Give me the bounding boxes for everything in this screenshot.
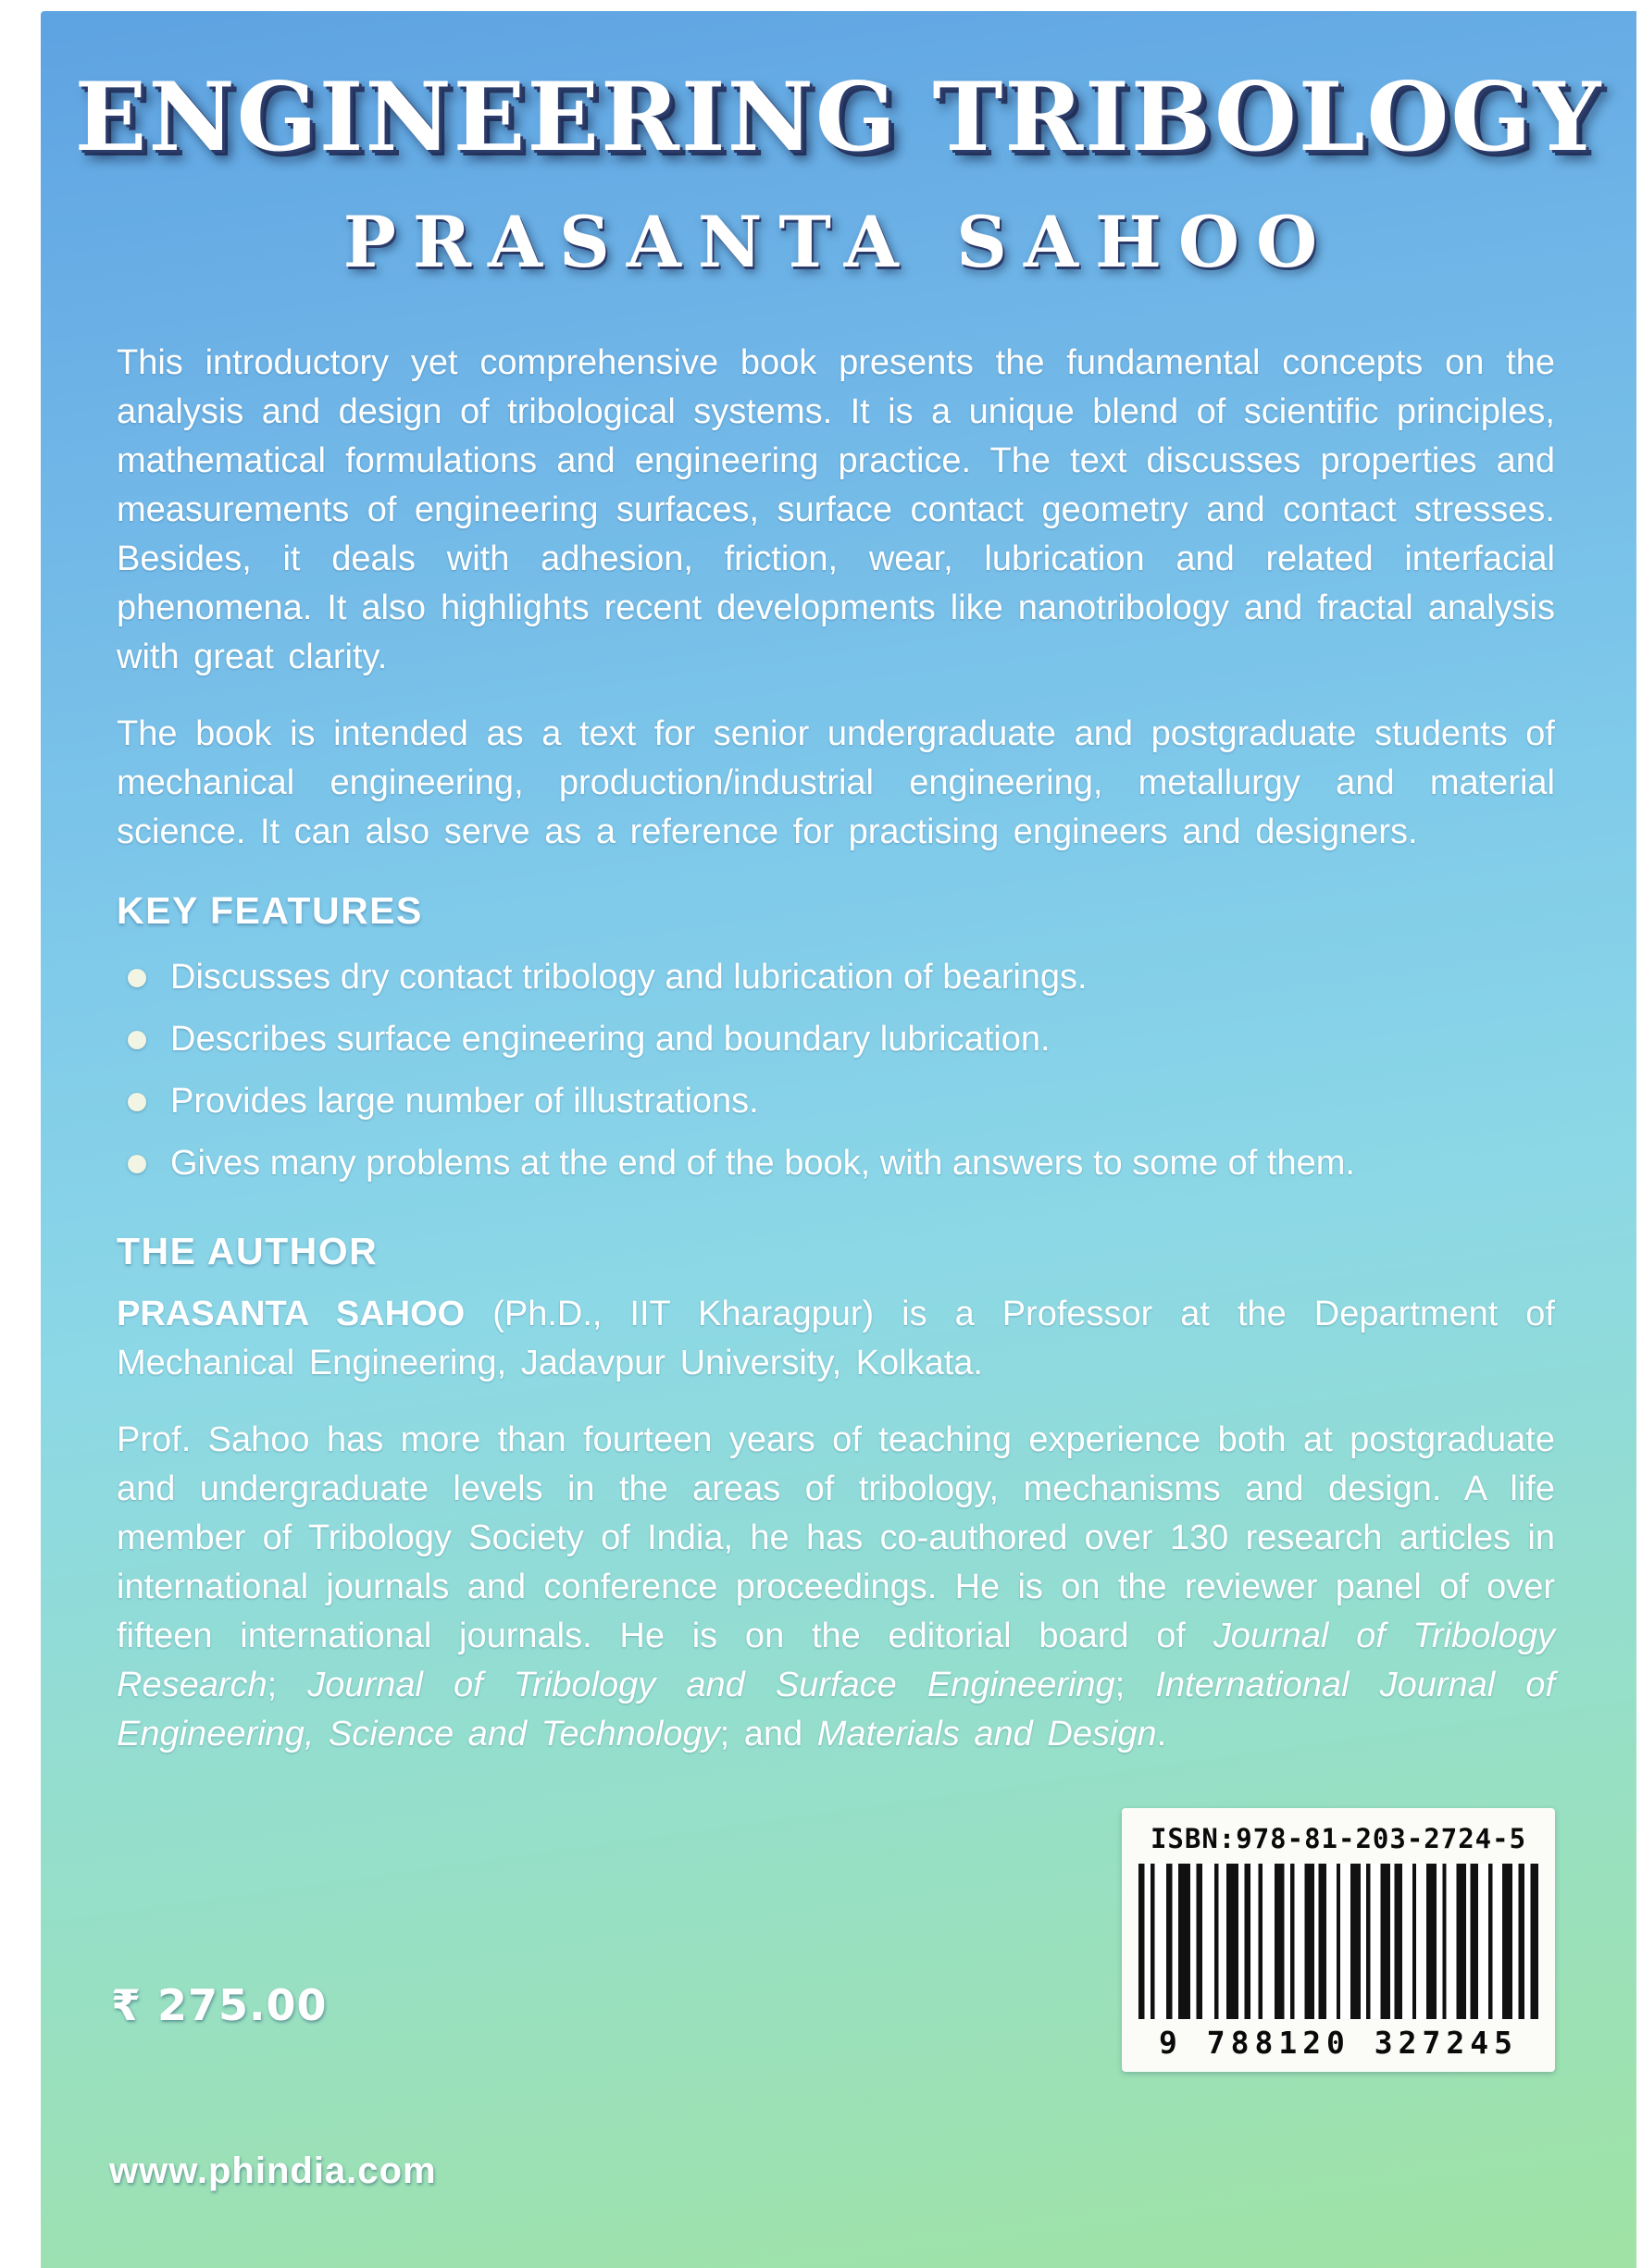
bullet-icon <box>128 1155 146 1173</box>
journal-title: Materials and Design <box>816 1715 1157 1754</box>
feature-text: Gives many problems at the end of the book, with answers to some of them. <box>170 1144 1355 1183</box>
cover-body <box>41 339 1636 1759</box>
author-intro-text: (Ph.D., IIT Kharagpur) is a Professor at the Department of Mechanical Engineering, Jadavpur University, Kolkata. <box>117 1295 1555 1382</box>
the-author-heading: THE AUTHOR <box>117 1230 379 1272</box>
description-paragraph-2: The book is intended as a text for senior undergraduate and postgraduate students of mechanical engineering, production/industrial engineering, metallurgy and material science. It can also serve as a reference for practising engineers and designers. <box>117 714 1555 851</box>
author-intro <box>117 1290 1555 1388</box>
bio-text: ; <box>1114 1666 1156 1704</box>
key-features-list <box>117 953 1555 1188</box>
book-title: ENGINEERING TRIBOLOGY <box>74 62 1603 173</box>
bullet-icon <box>128 969 146 987</box>
author-bio <box>117 1416 1555 1759</box>
author-name: PRASANTA SAHOO <box>342 201 1335 283</box>
book-back-cover <box>41 11 1636 2268</box>
bullet-icon <box>128 1093 146 1111</box>
barcode-digits: 9 788120 327245 <box>1158 2025 1518 2061</box>
journal-title: International Journal of Engineering, Science and Technology <box>117 1666 1556 1754</box>
website-url: www.phindia.com <box>109 2150 437 2191</box>
key-features-heading: KEY FEATURES <box>117 889 423 932</box>
feature-text: Describes surface engineering and boundary lubrication. <box>170 1020 1051 1059</box>
feature-item <box>128 1015 1555 1064</box>
feature-item <box>128 953 1555 1002</box>
price: ₹ 275.00 <box>111 1980 328 2030</box>
cover-header <box>41 11 1636 283</box>
bio-text: ; <box>267 1666 308 1704</box>
bio-text: . <box>1156 1715 1167 1754</box>
description-paragraph-1: This introductory yet comprehensive book presents the fundamental concepts on the analysis and design of tribological systems. It is a unique blend of scientific principles, mathematical formulations and engineering practice. The text discusses properties and measurements of engineering surfaces, surface contact geometry and contact stresses. Besides, it deals with adhesion, friction, wear, lubrication and related interfacial phenomena. It also highlights recent developments like nanotribology and fractal analysis with great clarity. <box>117 343 1555 676</box>
bullet-icon <box>128 1031 146 1049</box>
bio-text: Prof. Sahoo has more than fourteen years of teaching experience both at postgraduate and undergraduate levels in the areas of tribology, mechanisms and design. A life member of Tribology Society of India, he has co-authored over 130 research articles in international journals and conference proceedings. He is on the reviewer panel of over fifteen international journals. He is on the editorial board of <box>117 1420 1555 1655</box>
feature-item <box>128 1077 1555 1126</box>
barcode-bars-icon <box>1138 1864 1538 2019</box>
author-intro-name: PRASANTA SAHOO <box>117 1295 466 1333</box>
bio-text: ; and <box>719 1715 817 1754</box>
feature-item <box>128 1139 1555 1188</box>
journal-title: Journal of Tribology and Surface Engineering <box>307 1666 1115 1704</box>
feature-text: Discusses dry contact tribology and lubrication of bearings. <box>170 958 1088 997</box>
feature-text: Provides large number of illustrations. <box>170 1082 759 1121</box>
isbn-barcode <box>1122 1808 1555 2072</box>
journal-title: Journal of Tribology Research <box>117 1617 1556 1704</box>
isbn-number: ISBN:978-81-203-2724-5 <box>1150 1823 1527 1854</box>
